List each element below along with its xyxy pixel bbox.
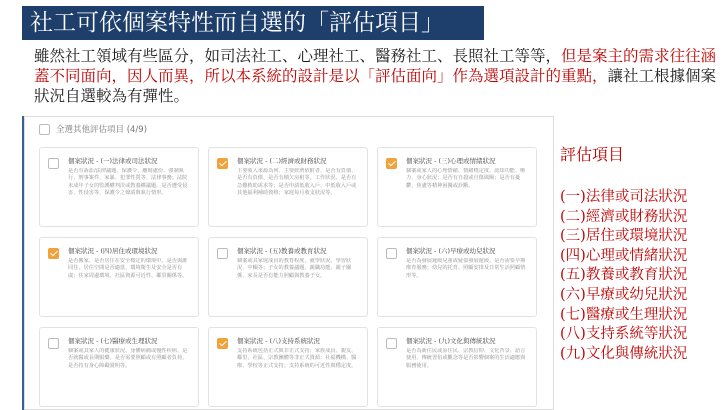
card-title: 個案狀況 - (八)支持系統狀況 xyxy=(237,337,321,345)
sidebar-item: (六)早療或幼兒狀況 xyxy=(560,286,688,303)
assessment-card-culture[interactable] xyxy=(377,327,537,407)
sidebar-item: (一)法律或司法狀況 xyxy=(560,189,688,205)
card-title: 個案狀況 - (四)居住或環境狀況 xyxy=(68,247,158,255)
sidebar-item-list xyxy=(560,188,687,364)
card-checkbox[interactable] xyxy=(386,248,397,259)
assessment-card-legal[interactable] xyxy=(39,147,199,227)
sidebar-item: (五)教養或教育狀況 xyxy=(560,267,688,284)
slide-title: 社工可依個案特性而自選的「評估項目」 xyxy=(22,6,484,40)
card-title: 個案狀況 - (六)早療或幼兒狀況 xyxy=(406,247,496,255)
card-title: 個案狀況 - (五)教養或教育狀況 xyxy=(237,247,327,255)
assessment-card-housing[interactable] xyxy=(39,237,199,317)
assessment-card-early-intervention[interactable] xyxy=(377,237,537,317)
card-title: 個案狀況 - (七)醫療或生理狀況 xyxy=(68,337,158,345)
card-description: 個案或家人的心理情緒、情緒穩定度、認知功能、壓力、身心狀況；是否有自殺或自傷風險；是否有憂鬱、焦慮等精神困擾或診斷。 xyxy=(406,168,526,189)
card-description: 個案或其家人的健康狀況、身體病痛或慢性疾病、是否就醫或長期服藥、是否需要照顧或有照顧者負荷、是否持有身心障礙證明等。 xyxy=(68,348,188,369)
assessment-items-panel xyxy=(24,116,554,410)
card-checkbox[interactable] xyxy=(217,248,228,259)
sidebar-item: (七)醫療或生理狀況 xyxy=(560,306,688,323)
card-description: 是否為新住民或原住民、宗教信仰、文化背景、語言使用、傳統習俗或觀念等是否影響個案的生活適應與服務使用。 xyxy=(406,348,526,369)
card-description: 主要收入來源為何、主要經濟依附者、是否有負債、是否有負債、是否有積欠房租等。工作狀況、是否有急難救助需求等；是否申請低收入戶、中低收入戶或其他福利補助資格；家庭每月收支狀況等。 xyxy=(237,168,357,197)
intro-part-2-highlight: 但是案主的需求往往涵蓋不同面向，因人而異，所以本系統的設計是以「評估面向」作為選項設計的重點， xyxy=(34,47,717,85)
card-description: 個案或其家庭成員的教育程度、就學狀況、學習狀況、中輟等；子女的教養議題、親職功能、親子關係、家長是否有能力照顧與教養子女。 xyxy=(237,258,352,279)
card-checkbox[interactable] xyxy=(217,338,228,349)
card-description: 是否搬家、是否居住在安全穩定的環境中、是否與誰同住、居住空間是否適當、環境衛生及安全是否有虞；住家周邊環境、社區資源可近性、鄰里關係等。 xyxy=(68,258,188,279)
assessment-card-support-system[interactable] xyxy=(208,327,368,407)
sidebar-item: (四)心理或情緒狀況 xyxy=(560,247,688,264)
select-all-label: 全選其他評估項目 (4/9) xyxy=(56,125,148,135)
card-checkbox[interactable] xyxy=(217,158,228,169)
assessment-card-medical[interactable] xyxy=(39,327,199,407)
card-title: 個案狀況 - (一)法律或司法狀況 xyxy=(68,157,158,165)
sidebar-item: (八)支持系統等狀況 xyxy=(560,326,688,343)
card-title: 個案狀況 - (三)心理或情緒狀況 xyxy=(406,157,496,165)
sidebar-item: (二)經濟或財務狀況 xyxy=(560,208,688,225)
card-checkbox[interactable] xyxy=(48,158,59,169)
sidebar-heading: 評估項目 xyxy=(560,145,625,164)
sidebar-item: (三)居住或環境狀況 xyxy=(560,228,688,245)
card-description: 支持系統包括正式與非正式支持；家族成員、親友、鄰里、社區、宗教團體等非正式資源；社福機構、醫療、學校等正式支持；支持系統的可近性與穩定度。 xyxy=(237,348,357,369)
assessment-card-psychological[interactable] xyxy=(377,147,537,227)
card-title: 個案狀況 - (二)經濟或財務狀況 xyxy=(237,157,327,165)
sidebar-item: (九)文化與傳統狀況 xyxy=(560,345,688,362)
card-checkbox[interactable] xyxy=(386,158,397,169)
select-all-row[interactable] xyxy=(39,123,147,135)
intro-text xyxy=(34,46,722,106)
intro-part-3: 讓社工根據個案狀況自選較為有彈性。 xyxy=(34,67,717,105)
intro-part-1: 雖然社工領域有些區分，如司法社工、心理社工、醫務社工、長照社工等等， xyxy=(34,47,562,65)
card-description: 是否有訴訟/法律議題、保護令、離婚處份、強制執行、刑事案件、家暴、犯罪性質等、法律事務；法院未成年子女的監護權判決或教養權議題。是否遭受侵害、性侵害等、保護令之聲請與執行情形。 xyxy=(68,168,188,197)
select-all-checkbox[interactable] xyxy=(39,124,50,135)
card-description: 是否為發展遲緩兒童或疑似發展遲緩、是否需要早期療育服務；幼兒的托育、照顧安排及日常生活照顧情形等。 xyxy=(406,258,526,279)
card-checkbox[interactable] xyxy=(48,338,59,349)
card-title: 個案狀況 - (九)文化與傳統狀況 xyxy=(406,337,496,345)
card-checkbox[interactable] xyxy=(48,248,59,259)
card-checkbox[interactable] xyxy=(386,338,397,349)
assessment-card-economic[interactable] xyxy=(208,147,368,227)
assessment-card-education[interactable] xyxy=(208,237,368,317)
